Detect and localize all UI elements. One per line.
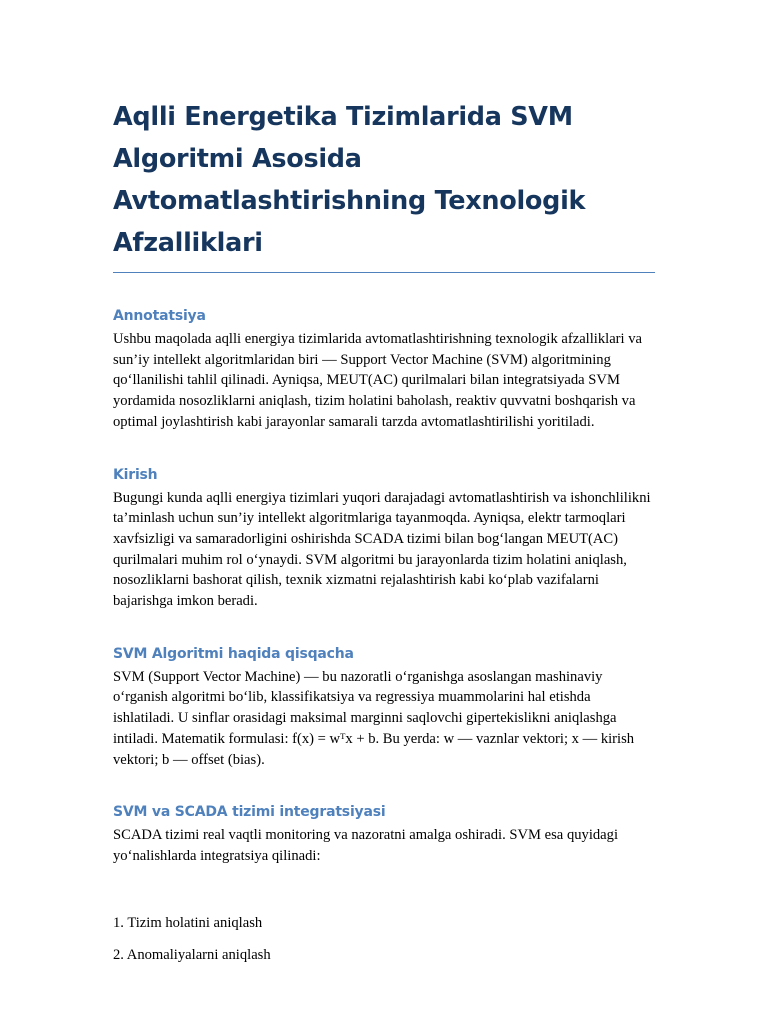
section-paragraph: Bugungi kunda aqlli energiya tizimlari yuqori darajadagi avtomatlashtirish va ishonchlilikni ta’minlash uchun sun’iy intellekt algoritmlariga tayanmoqda. Ayniqsa, elektr tarmoqlari xavfsizligi va samaradorligini oshirishda SCADA tizimi bilan bog‘langan MEUT(AC) qurilmalari muhim rol o‘ynaydi. SVM algoritmi bu jarayonlarda tizim holatini aniqlash, nosozliklarni bashorat qilish, texnik xizmatni rejalashtirish kabi ko‘plab vazifalarni bajarishga imkon beradi. [113,489,651,610]
section-kirish [113,466,655,612]
document-page [113,96,655,966]
section-heading: SVM va SCADA tizimi integratsiyasi [113,804,386,821]
section-svm-algoritmi [113,645,655,771]
section-paragraph: Ushbu maqolada aqlli energiya tizimlarida avtomatlashtirishning texnologik afzalliklari va sun’iy intellekt algoritmlaridan biri — Support Vector Machine (SVM) algoritmining qo‘llanilishi tahlil qilinadi. Ayniqsa, MEUT(AC) qurilmalari bilan integratsiyada SVM yordamida nosozliklarni aniqlash, tizim holatini baholash, reaktiv quvvatni boshqarish va optimal joylashtirish kabi jarayonlar samarali tarzda avtomatlashtirilishi yoritiladi. [113,331,643,430]
section-paragraph: SVM (Support Vector Machine) — bu nazoratli o‘rganishga asoslangan mashinaviy o‘rganish algoritmi bo‘lib, klassifikatsiya va regressiya muammolarini hal etishda ishlatiladi. U sinflar orasidagi maksimal marginni saqlovchi gipertekislikni aniqlashga intiladi. Matematik formulasi: f(x) = wᵀx + b. Bu yerda: w — vaznlar vektori; x — kirish vektori; b — offset (bias). [113,668,635,768]
section-heading: Kirish [113,466,158,483]
document-title: Aqlli Energetika Tizimlarida SVM Algoritmi Asosida Avtomatlashtirishning Texnologik Afzalliklari [113,96,655,273]
section-svm-scada [113,803,655,866]
section-paragraph: SCADA tizimi real vaqtli monitoring va nazoratni amalga oshiradi. SVM esa quyidagi yo‘nalishlarda integratsiya qilinadi: [113,827,619,864]
section-annotatsiya [113,307,655,433]
section-heading: SVM Algoritmi haqida qisqacha [113,645,354,662]
section-heading: Annotatsiya [113,308,206,324]
list-item: 1. Tizim holatini aniqlash [113,914,263,931]
numbered-list [113,913,655,966]
list-item: 2. Anomaliyalarni aniqlash [113,947,271,964]
